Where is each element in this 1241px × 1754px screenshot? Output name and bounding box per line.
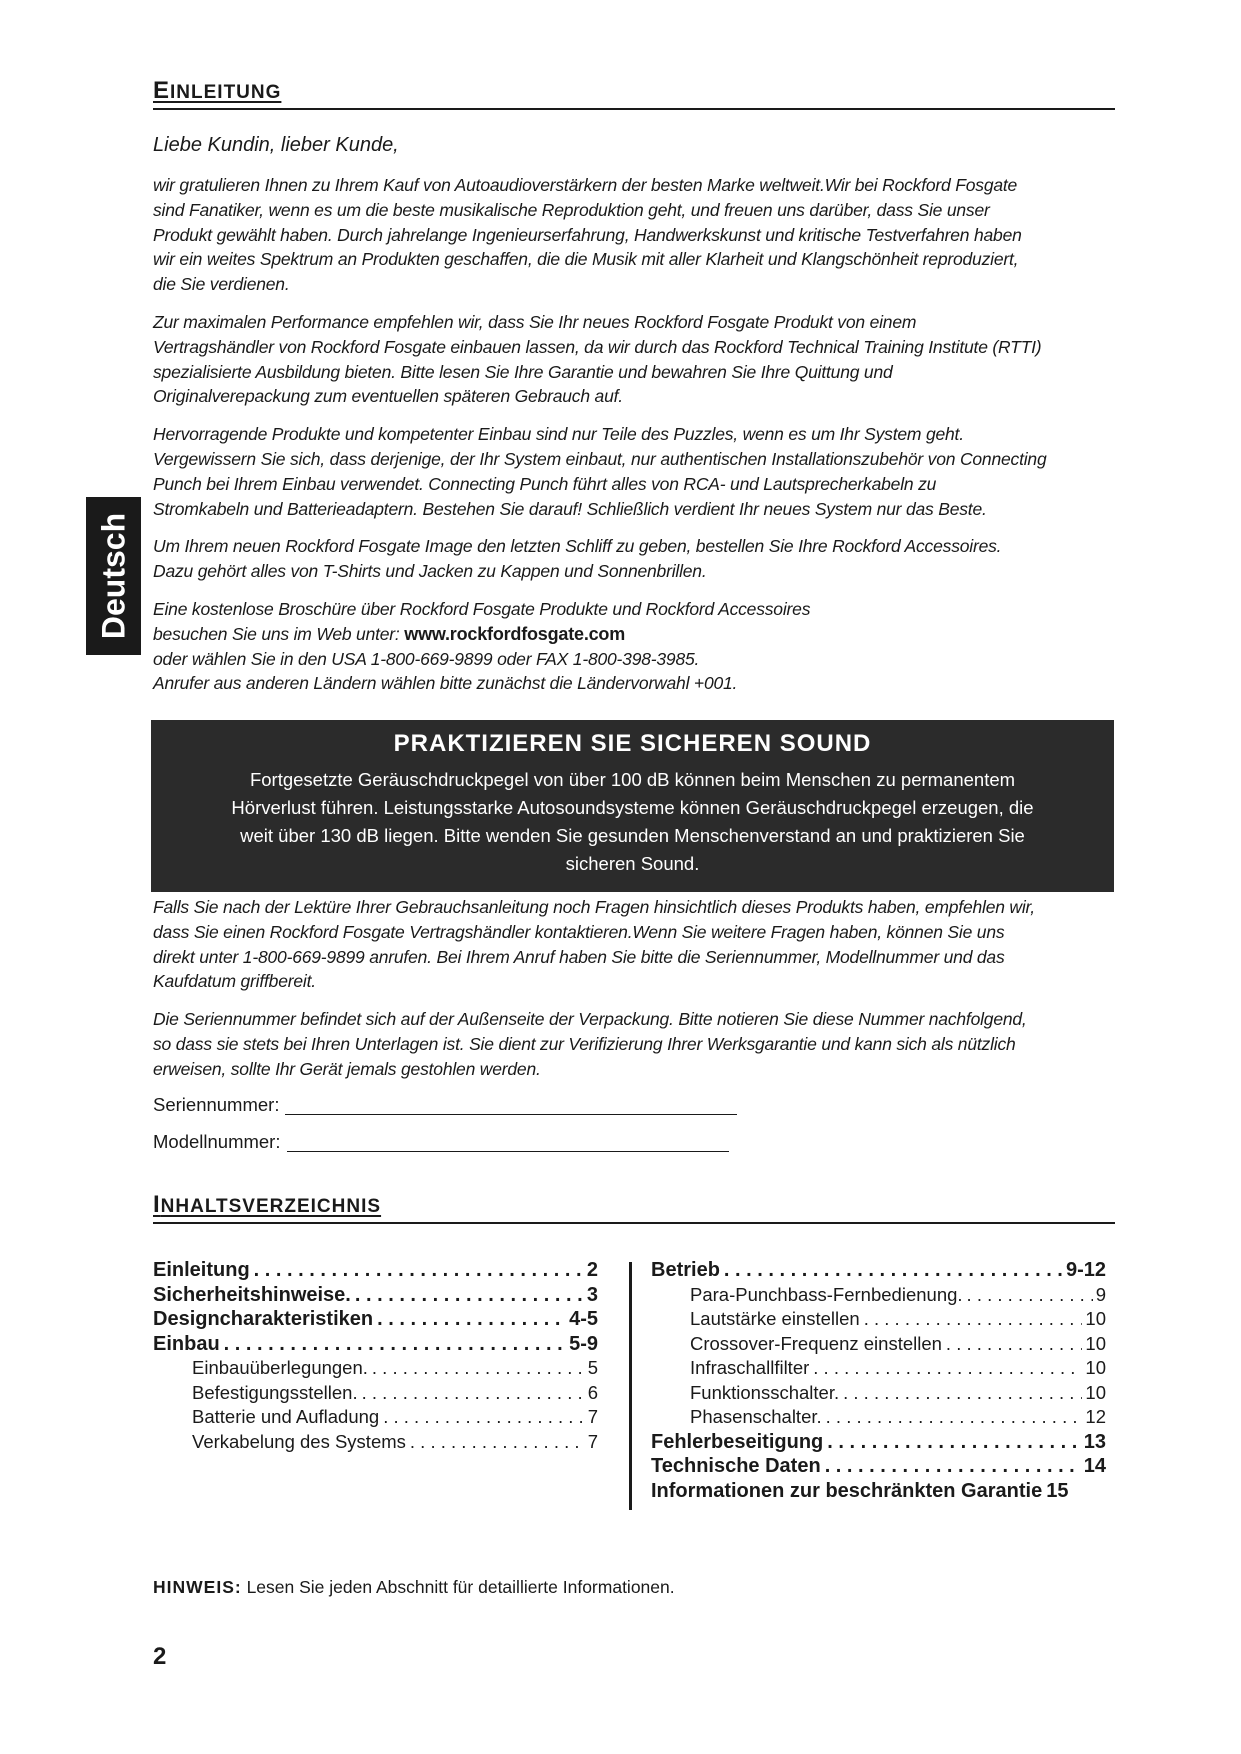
toc-entry-page: 10 xyxy=(1085,1332,1106,1354)
notice-line: Hörverlust führen. Leistungsstarke Autosoundsysteme können Geräuschdruckpegel erzeugen, die xyxy=(231,797,1034,818)
contact-line xyxy=(153,622,1133,647)
toc-entry[interactable] xyxy=(153,1307,598,1332)
toc-entry-page: 14 xyxy=(1083,1455,1106,1477)
hint-label: HINWEIS: xyxy=(153,1577,242,1597)
toc-subentry[interactable] xyxy=(651,1405,1106,1430)
intro-paragraph xyxy=(153,422,1133,521)
toc-entry-page: 9 xyxy=(1095,1283,1106,1305)
toc-entry-page: 12 xyxy=(1085,1406,1106,1427)
toc-heading xyxy=(153,1192,1115,1224)
toc-entry[interactable] xyxy=(153,1332,598,1357)
text-line: Vergewissern Sie sich, dass derjenige, der Ihr System einbaut, nur authentischen Installationszubehör von Connecting xyxy=(153,448,1047,469)
model-number-label: Modellnummer: xyxy=(153,1131,281,1152)
toc-entry-title: Einbau . . . xyxy=(153,1332,566,1357)
toc-subentry[interactable] xyxy=(651,1332,1106,1357)
text-line: Falls Sie nach der Lektüre Ihrer Gebrauchsanleitung noch Fragen hinsichtlich dieses Produkts haben, empfehlen wir, xyxy=(153,897,1035,917)
intro-heading-text: INLEITUNG xyxy=(170,82,282,103)
toc-entry-title: Crossover-Frequenz einstellen . . . xyxy=(690,1332,1082,1357)
toc-entry-title: Lautstärke einstellen . . . xyxy=(690,1307,1082,1332)
toc-subentry[interactable] xyxy=(651,1356,1106,1381)
toc-entry-page: 9-12 xyxy=(1065,1259,1106,1281)
contact-line: oder wählen Sie in den USA 1-800-669-9899 oder FAX 1-800-398-3985. xyxy=(153,648,700,669)
toc-entry-title: Para-Punchbass-Fernbedienung. . . . xyxy=(690,1283,1093,1308)
intro-paragraph xyxy=(153,310,1133,409)
toc-entry-title: Informationen zur beschränkten Garantie xyxy=(651,1479,1043,1502)
text-line: Dazu gehört alles von T-Shirts und Jacken zu Kappen und Sonnenbrillen. xyxy=(153,561,707,582)
toc-subentry[interactable] xyxy=(153,1430,598,1455)
notice-title: PRAKTIZIEREN SIE SICHEREN SOUND xyxy=(393,730,872,757)
safe-sound-notice xyxy=(151,720,1114,892)
language-tab-label: Deutsch xyxy=(95,512,131,640)
toc-subentry[interactable] xyxy=(153,1356,598,1381)
outro-paragraph xyxy=(153,1007,1133,1081)
text-line: Stromkabeln und Batterieadaptern. Bestehen Sie darauf! Schließlich verdient Ihr neues System nur das Beste. xyxy=(153,498,987,519)
toc-entry-title: Einbauüberlegungen. . . . xyxy=(192,1356,585,1381)
toc-entry[interactable] xyxy=(153,1283,598,1308)
intro-paragraph xyxy=(153,173,1133,297)
notice-line: sicheren Sound. xyxy=(565,853,700,874)
toc-subentry[interactable] xyxy=(651,1307,1106,1332)
text-line: wir gratulieren Ihnen zu Ihrem Kauf von Autoaudioverstärkern der besten Marke weltweit.Wir bei Rockford Fosgate xyxy=(153,175,1018,195)
contact-info xyxy=(153,597,1133,696)
contact-line: Anrufer aus anderen Ländern wählen bitte zunächst die Ländervorwahl +001. xyxy=(153,673,738,694)
notice-line: Fortgesetzte Geräuschdruckpegel von über 100 dB können beim Menschen zu permanentem xyxy=(249,769,1016,790)
text-line: wir ein weites Spektrum an Produkten geschaffen, die die Musik mit aller Klarheit und Klangschönheit reproduziert, xyxy=(153,249,1019,270)
toc-entry-title: Designcharakteristiken . . . xyxy=(153,1307,566,1332)
toc-entry-page: 7 xyxy=(587,1406,598,1427)
text-line: erweisen, sollte Ihr Gerät jemals gestohlen werden. xyxy=(153,1058,541,1079)
toc-entry-page: 10 xyxy=(1085,1308,1106,1329)
intro-paragraph xyxy=(153,534,1133,584)
toc-divider xyxy=(629,1262,632,1510)
toc-subentry[interactable] xyxy=(651,1381,1106,1406)
toc-entry-title: Einleitung . . . xyxy=(153,1258,584,1283)
toc-entry[interactable] xyxy=(651,1479,1106,1504)
model-number-field xyxy=(153,1131,729,1153)
text-line: Vertragshändler von Rockford Fosgate einbauen lassen, da wir durch das Rockford Technical Training Institute (RTTI) xyxy=(153,336,1042,357)
text-line: Produkt gewählt haben. Durch jahrelange Ingenieurserfahrung, Handwerkskunst und kritische Testverfahren haben xyxy=(153,224,1022,245)
text-line: Originalverepackung zum eventuellen späteren Gebrauch auf. xyxy=(153,386,623,407)
toc-entry-title: Fehlerbeseitigung . . . xyxy=(651,1430,1081,1455)
text-line: so dass sie stets bei Ihren Unterlagen ist. Sie dient zur Verifizierung Ihrer Werksgarantie und kann sich als nützlich xyxy=(153,1033,1016,1054)
text-line: die Sie verdienen. xyxy=(153,274,290,295)
text-line: dass Sie einen Rockford Fosgate Vertragshändler kontaktieren.Wenn Sie weitere Fragen haben, können Sie uns xyxy=(153,921,1005,942)
toc-entry[interactable] xyxy=(153,1258,598,1283)
toc-entry-title: Sicherheitshinweise. . . . xyxy=(153,1283,584,1308)
serial-number-line[interactable] xyxy=(285,1114,737,1115)
toc-entry-page: 5-9 xyxy=(569,1332,598,1355)
greeting: Liebe Kundin, lieber Kunde, xyxy=(153,134,399,156)
text-line: Um Ihrem neuen Rockford Fosgate Image den letzten Schliff zu geben, bestellen Sie Ihre Rockford Accessoires. xyxy=(153,536,1002,557)
text-line: direkt unter 1-800-669-9899 anrufen. Bei Ihrem Anruf haben Sie bitte die Seriennummer, Modellnummer und das xyxy=(153,946,1005,967)
intro-heading xyxy=(153,78,1115,110)
toc-entry-title: Phasenschalter. . . . xyxy=(690,1405,1082,1430)
toc-entry-page: 2 xyxy=(586,1259,598,1281)
toc-entry-title: Verkabelung des Systems . . . xyxy=(192,1430,585,1455)
toc-entry-page: 5 xyxy=(587,1357,598,1378)
toc-entry-page: 6 xyxy=(587,1381,598,1403)
toc-entry[interactable] xyxy=(651,1454,1106,1479)
toc-entry-page: 3 xyxy=(586,1283,598,1306)
hint-note xyxy=(153,1577,675,1598)
toc-entry-page: 10 xyxy=(1085,1381,1106,1403)
toc-entry-page: 10 xyxy=(1085,1357,1106,1378)
toc-entry[interactable] xyxy=(651,1430,1106,1455)
toc-entry-page: 15 xyxy=(1046,1479,1069,1502)
toc-subentry[interactable] xyxy=(153,1405,598,1430)
outro-paragraph xyxy=(153,895,1133,994)
serial-number-field xyxy=(153,1094,737,1116)
toc-entry-page: 4-5 xyxy=(569,1308,598,1330)
page-number: 2 xyxy=(153,1643,167,1670)
toc-right-column xyxy=(651,1258,1106,1503)
toc-left-column xyxy=(153,1258,598,1454)
toc-heading-initial: I xyxy=(153,1191,161,1218)
toc-subentry[interactable] xyxy=(651,1283,1106,1308)
toc-heading-text: NHALTSVERZEICHNIS xyxy=(160,1196,382,1217)
intro-heading-initial: E xyxy=(153,77,171,104)
text-line: sind Fanatiker, wenn es um die beste musikalische Reproduktion geht, und freuen uns darüber, dass Sie unser xyxy=(153,199,990,220)
model-number-line[interactable] xyxy=(287,1151,729,1152)
website-link[interactable]: www.rockfordfosgate.com xyxy=(404,623,626,644)
toc-entry-title: Batterie und Aufladung . . . xyxy=(192,1405,585,1430)
toc-entry-page: 7 xyxy=(587,1430,598,1452)
text-line: Hervorragende Produkte und kompetenter Einbau sind nur Teile des Puzzles, wenn es um Ihr System geht. xyxy=(153,424,964,445)
toc-entry-title: Technische Daten . . . xyxy=(651,1454,1081,1479)
contact-line: Eine kostenlose Broschüre über Rockford Fosgate Produkte und Rockford Accessoires xyxy=(153,598,811,619)
toc-entry-page: 13 xyxy=(1083,1430,1106,1453)
notice-line: weit über 130 dB liegen. Bitte wenden Sie gesunden Menschenverstand an und praktizieren Sie xyxy=(240,825,1025,846)
toc-entry[interactable] xyxy=(651,1258,1106,1283)
hint-text: Lesen Sie jeden Abschnitt für detaillierte Informationen. xyxy=(241,1577,675,1597)
contact-web-prefix: besuchen Sie uns im Web unter: xyxy=(153,623,405,644)
toc-subentry[interactable] xyxy=(153,1381,598,1406)
text-line: Die Seriennummer befindet sich auf der Außenseite der Verpackung. Bitte notieren Sie diese Nummer nachfolgend, xyxy=(153,1009,1027,1030)
text-line: spezialisierte Ausbildung bieten. Bitte lesen Sie Ihre Garantie und bewahren Sie Ihre Quittung und xyxy=(153,361,893,382)
text-line: Zur maximalen Performance empfehlen wir, dass Sie Ihr neues Rockford Fosgate Produkt von einem xyxy=(153,311,917,332)
toc-entry-title: Betrieb . . . xyxy=(651,1258,1063,1283)
toc-entry-title: Funktionsschalter. . . . xyxy=(690,1381,1082,1406)
text-line: Kaufdatum griffbereit. xyxy=(153,971,316,992)
outro-text xyxy=(153,895,1133,1095)
serial-number-label: Seriennummer: xyxy=(153,1094,280,1115)
toc-entry-title: Befestigungsstellen. . . . xyxy=(192,1381,585,1406)
text-line: Punch bei Ihrem Einbau verwendet. Connecting Punch führt alles von RCA- und Lautsprecherkabeln zu xyxy=(153,473,937,494)
intro-text xyxy=(153,173,1133,709)
language-tab xyxy=(86,497,141,655)
toc-entry-title: Infraschallfilter . . . xyxy=(690,1356,1082,1381)
